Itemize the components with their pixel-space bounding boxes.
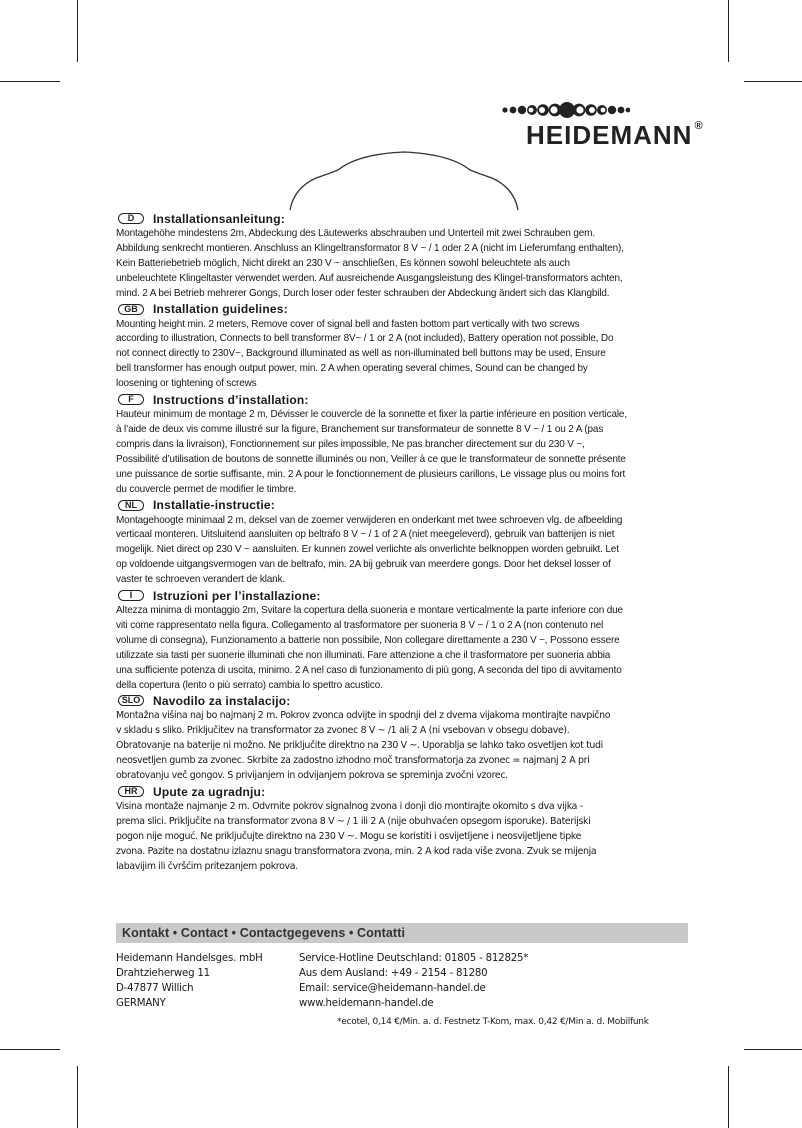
language-badge: F [118, 394, 144, 405]
crop-mark [77, 1066, 78, 1128]
company-address: Heidemann Handelsges. mbH Drahtzieherweg 11 D-47877 Willich GERMANY [116, 953, 263, 1009]
language-badge: NL [118, 500, 144, 511]
section-header [116, 588, 682, 603]
section-title: Installation guidelines: [153, 302, 288, 317]
crop-mark [744, 1049, 802, 1050]
section-title: Instructions d’installation: [153, 392, 309, 407]
language-badge: GB [118, 304, 144, 315]
section-title: Upute za ugradnju: [153, 784, 266, 799]
instructions [116, 211, 682, 875]
section-title: Installatie-instructie: [153, 498, 275, 512]
section-title: Installationsanleitung: [153, 211, 285, 226]
contact-title: Kontakt • Contact • Contactgegevens • Contatti [122, 926, 406, 940]
language-badge: HR [118, 786, 144, 797]
section-body: Hauteur minimum de montage 2 m, Dévisser le couvercle de la sonnette et fixer la partie inférieure en position verticale, à l’aide de deux vis comme illustré sur la figure, Branchement sur transformateur de sonnette 8 V ~ / 1 ou 2 A (pas compris dans la livraison), Fonctionnement sur piles impossible, Ne pas brancher directement sur du 230 V ~, Possibilité d’utilisation de boutons de sonnette illuminés ou non, Veiller à ce que le transformateur de sonnette présente une puissance de sortie suffisante, min. 2 A pour le fonctionnement de plusieurs carillons, Le vissage plus ou moins fort du couvercle permet de modifier le timbre. [116, 409, 627, 495]
section-i [116, 588, 682, 693]
section-body: Mounting height min. 2 meters, Remove cover of signal bell and fasten bottom part vertically with two screws according to illustration, Connects to bell transformer 8V~ / 1 or 2 A (not included), Battery operation not possible, Do not connect directly to 230V~, Background illuminated as well as non-illuminated bell buttons may be used, Ensure bell transformer has enough output power, min. 2 A when operating several chimes, Sound can be changed by loosening or tightening of screws [116, 318, 614, 390]
section-d [116, 211, 682, 302]
section-gb [116, 302, 682, 393]
section-nl [116, 498, 682, 589]
section-header [116, 392, 682, 407]
section-header [116, 784, 682, 799]
crop-mark [728, 0, 729, 62]
heidemann-logo [500, 100, 705, 150]
language-badge: D [118, 213, 144, 224]
language-badge: SLO [118, 695, 144, 706]
section-body: Visina montaže najmanje 2 m. Odvrnite pokrov signalnog zvona i donji dio montirajte okomito s dva vijka - prema slici. Priključite na transformator zvona 8 V ~ / 1 ili 2 A (nije obuhvaćen opsegom isporuke). Baterijski pogon nije moguć. Ne priključujte direktno na 230 V ~. Mogu se koristiti i osvijetljene i neosvijetljene tipke zvona. Pazite na dostatnu izlaznu snagu transformatora zvona, min. 2 A kod rada više zvona. Zvuk se mijenja labavijim ili čvršćim pritezanjem pokrova. [116, 801, 597, 872]
section-header [116, 211, 682, 226]
die-cut-outline [288, 146, 520, 212]
section-body: Montagehoogte minimaal 2 m, deksel van de zoemer verwijderen en onderkant met twee schroeven vlg. de afbeelding verticaal monteren. Uitsluitend aansluiten op beltrafo 8 V ~ / 1 of 2 A (niet meegeleverd), gebruik van batterijen is niet mogelijk. Niet direct op 230 V ~ aansluiten. Er kunnen zowel verlichte als onverlichte belknoppen worden gebruikt. Let op voldoende uitgangsvermogen van de beltrafo, min. 2A bij gebruik van meerdere gongs. Door het deksel losser of vaster te schroeven verandert de klank. [116, 514, 623, 586]
section-body: Montažna višina naj bo najmanj 2 m. Pokrov zvonca odvijte in spodnji del z dvema vijakoma montirajte navpično v skladu s sliko. Priključitev na transformator za zvonec 8 V ~ /1 ali 2 A (ni vsebovan v obsegu dobave). Obratovanje na baterije ni možno. Ne priključite direktno na 230 V ~. Uporablja se lahko tako osvetljen kot tudi neosvetljen gumb za zvonec. Skrbite za zadostno izhodno moč transformatorja za zvonec = najmanj 2 A pri obratovanju več gongov. S privijanjem in odvijanjem pokrova se spreminja zvočni vzorec. [116, 710, 611, 782]
section-body: Altezza minima di montaggio 2m, Svitare la copertura della suoneria e montare verticalmente la parte inferiore con due viti come rappresentato nella figura. Collegamento al trasformatore per suoneria 8 V ~ / 1 o 2 A (non contenuto nel volume di consegna), Funzionamento a batterie non possibile, Non collegare direttamente a 230 V ~, Possono essere utilizzate sia tasti per suonerie illuminati che non illuminati. Fare attenzione a che il trasformatore per suoneria abbia una sufficiente potenza di uscita, minimo. 2 A nel caso di funzionamento di più gong, A seconda del tipo di avvitamento della copertura (lento o più serrato) cambia lo spettro acustico. [116, 605, 623, 691]
section-header [116, 302, 682, 317]
crop-mark [744, 81, 802, 82]
section-header [116, 498, 682, 513]
crop-mark [728, 1066, 729, 1128]
section-header [116, 693, 682, 708]
contact-bar [116, 923, 688, 943]
logo-dots-icon [500, 100, 630, 120]
section-title: Navodilo za instalacijo: [153, 693, 291, 708]
language-badge: I [118, 590, 144, 601]
section-slo [116, 693, 682, 784]
price-footnote: *ecotel, 0,14 €/Min. a. d. Festnetz T-Kom, max. 0,42 €/Min a. d. Mobilfunk [337, 1017, 649, 1027]
crop-mark [0, 1049, 60, 1050]
section-f [116, 392, 682, 497]
section-title: Istruzioni per l’installazione: [153, 588, 321, 603]
section-hr [116, 784, 682, 875]
service-contact: Service-Hotline Deutschland: 01805 - 812825* Aus dem Ausland: +49 - 2154 - 81280 Email: service@heidemann-handel.de www.heidemann-handel.de [299, 953, 529, 1009]
section-body: Montagehöhe mindestens 2m, Abdeckung des Läutewerks abschrauben und Unterteil mit zwei Schrauben gem. Abbildung senkrecht montieren. Anschluss an Klingeltransformator 8 V ~ / 1 oder 2 A (nicht im Lieferumfang enthalten), Kein Batteriebetrieb möglich, Nicht direkt an 230 V ~ anschließen, Es können sowohl beleuchtete als auch unbeleuchtete Klingeltaster verwendet werden. Auf ausreichende Ausgangsleistung des Klingel-transformators achten, mind. 2 A bei Betrieb mehrerer Gongs, Durch loser oder fester schrauben der Abdeckung ändert sich das Klangbild. [116, 228, 624, 299]
brand-name: HEIDEMANN ® [526, 120, 704, 150]
crop-mark [77, 0, 78, 62]
crop-mark [0, 81, 60, 82]
